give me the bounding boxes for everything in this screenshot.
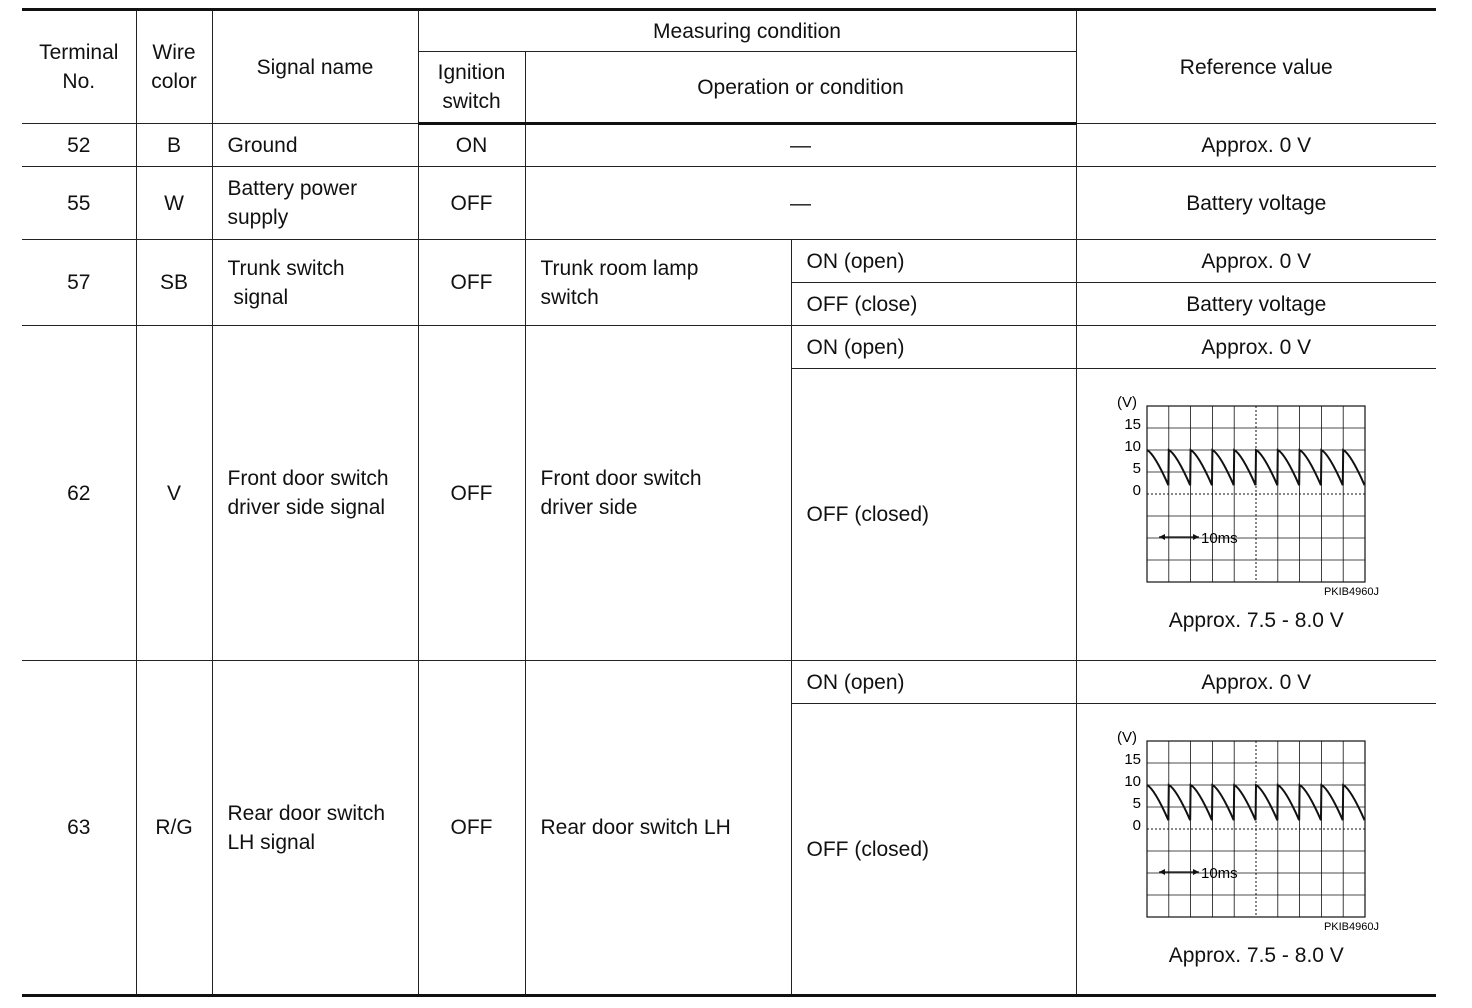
condition-cell: OFF (close) xyxy=(791,283,1076,326)
reference-cell: Approx. 0 V xyxy=(1076,661,1436,704)
table-row xyxy=(22,326,1436,369)
wire-cell: R/G xyxy=(136,661,212,996)
waveform-tick: 15 xyxy=(1124,416,1142,433)
wire-cell: V xyxy=(136,326,212,661)
terminal-cell: 62 xyxy=(22,326,136,661)
waveform-code: PKIB4960J xyxy=(1324,920,1380,933)
waveform-tick: 0 xyxy=(1132,482,1142,499)
signal-cell: Front door switch driver side signal xyxy=(212,326,418,661)
signal-cell: Trunk switch signal xyxy=(212,240,418,326)
reference-waveform-cell xyxy=(1076,704,1436,996)
waveform-time-label: 10ms xyxy=(1201,530,1238,547)
waveform-tick: 15 xyxy=(1124,750,1142,768)
reference-waveform-cell xyxy=(1076,369,1436,661)
waveform-grid xyxy=(1147,741,1365,917)
waveform-tick: 5 xyxy=(1132,794,1142,812)
terminal-cell: 52 xyxy=(22,124,136,167)
header-terminal: Terminal No. xyxy=(22,10,136,124)
terminal-reference-table xyxy=(22,8,1436,997)
header-measuring-condition: Measuring condition xyxy=(418,10,1076,52)
operation-cell: Rear door switch LH xyxy=(525,661,791,996)
condition-cell: OFF (closed) xyxy=(791,704,1076,996)
arrow-right-icon xyxy=(1193,534,1199,540)
arrow-right-icon xyxy=(1193,869,1199,875)
table-row xyxy=(22,240,1436,283)
header-reference-value: Reference value xyxy=(1076,10,1436,124)
waveform-time-label: 10ms xyxy=(1201,864,1238,882)
operation-cell: — xyxy=(525,124,1076,167)
waveform-unit: (V) xyxy=(1117,728,1138,746)
waveform-chart xyxy=(1111,394,1401,606)
reference-cell: Approx. 0 V xyxy=(1076,240,1436,283)
waveform-tick: 10 xyxy=(1124,438,1142,455)
ignition-cell: OFF xyxy=(418,240,525,326)
reference-value: Approx. 7.5 - 8.0 V xyxy=(1168,609,1344,632)
terminal-cell: 55 xyxy=(22,167,136,240)
ignition-cell: OFF xyxy=(418,661,525,996)
signal-cell: Rear door switch LH signal xyxy=(212,661,418,996)
waveform-code: PKIB4960J xyxy=(1324,586,1380,598)
header-signal-name: Signal name xyxy=(212,10,418,124)
condition-cell: ON (open) xyxy=(791,661,1076,704)
reference-cell: Approx. 0 V xyxy=(1076,124,1436,167)
ignition-cell: ON xyxy=(418,124,525,167)
table-row xyxy=(22,167,1436,240)
condition-cell: ON (open) xyxy=(791,326,1076,369)
waveform-tick: 5 xyxy=(1132,460,1142,477)
reference-cell: Battery voltage xyxy=(1076,167,1436,240)
terminal-cell: 63 xyxy=(22,661,136,996)
waveform-unit: (V) xyxy=(1117,394,1138,411)
arrow-left-icon xyxy=(1159,869,1165,875)
waveform-trace xyxy=(1147,785,1365,820)
waveform-tick: 0 xyxy=(1132,816,1142,834)
terminal-cell: 57 xyxy=(22,240,136,326)
arrow-left-icon xyxy=(1159,534,1165,540)
waveform-chart xyxy=(1111,729,1401,941)
signal-cell: Battery power supply xyxy=(212,167,418,240)
header-wire-color: Wire color xyxy=(136,10,212,124)
operation-cell: Front door switch driver side xyxy=(525,326,791,661)
waveform-trace xyxy=(1147,450,1365,485)
header-ignition-switch: Ignition switch xyxy=(418,52,525,124)
ignition-cell: OFF xyxy=(418,326,525,661)
table-row xyxy=(22,124,1436,167)
waveform-grid xyxy=(1147,406,1365,582)
wire-cell: W xyxy=(136,167,212,240)
waveform-tick: 10 xyxy=(1124,772,1142,790)
ignition-cell: OFF xyxy=(418,167,525,240)
wire-cell: B xyxy=(136,124,212,167)
reference-value: Approx. 7.5 - 8.0 V xyxy=(1168,943,1344,967)
condition-cell: OFF (closed) xyxy=(791,369,1076,661)
header-operation: Operation or condition xyxy=(525,52,1076,124)
signal-cell: Ground xyxy=(212,124,418,167)
condition-cell: ON (open) xyxy=(791,240,1076,283)
reference-cell: Battery voltage xyxy=(1076,283,1436,326)
reference-cell: Approx. 0 V xyxy=(1076,326,1436,369)
operation-cell: Trunk room lamp switch xyxy=(525,240,791,326)
table-row xyxy=(22,661,1436,704)
operation-cell: — xyxy=(525,167,1076,240)
wire-cell: SB xyxy=(136,240,212,326)
